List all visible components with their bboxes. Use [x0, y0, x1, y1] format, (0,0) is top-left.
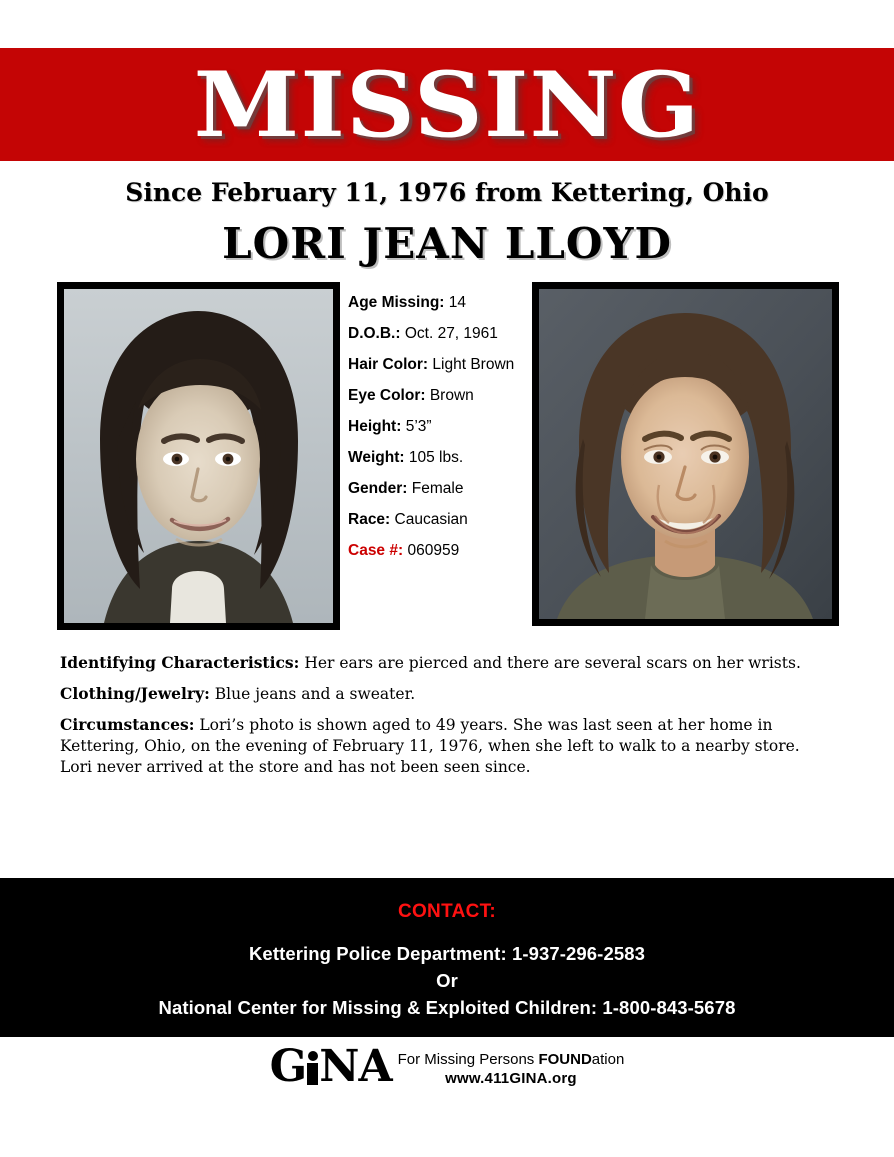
detail-value: Caucasian: [394, 510, 468, 528]
detail-label: Age Missing:: [348, 294, 445, 311]
detail-value: 14: [448, 294, 467, 311]
tagline-post: ation: [591, 1051, 625, 1068]
clothing-jewelry-text: Blue jeans and a sweater.: [214, 685, 416, 704]
circumstances-label: Circumstances:: [60, 715, 195, 735]
person-figure-head: [308, 1051, 318, 1061]
detail-height: [348, 418, 526, 436]
detail-race: [348, 511, 526, 529]
detail-eye-color: [348, 387, 526, 405]
detail-label: Eye Color:: [348, 386, 426, 404]
gina-logo[interactable]: [269, 1041, 625, 1092]
detail-value: Brown: [429, 386, 474, 404]
detail-label: Case #:: [348, 541, 404, 559]
identifying-characteristics-label: Identifying Characteristics:: [60, 653, 300, 672]
detail-value: 105 lbs.: [408, 448, 464, 466]
detail-label: Hair Color:: [348, 355, 429, 373]
detail-label: Weight:: [348, 448, 405, 466]
person-figure-icon: [307, 1051, 318, 1085]
gina-wordmark: [269, 1041, 392, 1092]
detail-value: Oct. 27, 1961: [404, 324, 498, 342]
top-margin: [0, 0, 894, 48]
contact-or: Or: [436, 970, 458, 991]
photo-age-progressed: [532, 282, 839, 626]
detail-label: Race:: [348, 510, 391, 528]
logo-letter-a: A: [358, 1041, 392, 1092]
identifying-characteristics-text: Her ears are pierced and there are several scars on her wrists.: [304, 654, 801, 672]
detail-hair-color: [348, 356, 526, 374]
detail-value: 060959: [407, 541, 460, 559]
detail-value: Light Brown: [432, 355, 515, 373]
contact-title: CONTACT:: [397, 901, 497, 922]
footer: [0, 1041, 894, 1092]
circumstances-text: Lori’s photo is shown aged to 49 years. She was last seen at her home in Kettering, Ohio, on the evening of February 11, 1976, when she left to walk to a nearby store. Lori never arrived at the store and has not been seen since.: [60, 716, 800, 777]
gina-logo-text: [398, 1045, 625, 1087]
description-block: [0, 630, 894, 778]
tagline-pre: For Missing Persons: [397, 1051, 539, 1068]
gina-tagline: [398, 1051, 625, 1068]
detail-label: Height:: [348, 417, 402, 435]
detail-gender: [348, 480, 526, 498]
missing-banner: [0, 48, 894, 161]
identifying-characteristics: [60, 652, 836, 674]
tagline-found: FOUND: [538, 1051, 592, 1068]
missing-headline: MISSING: [193, 51, 701, 158]
detail-case-number: [348, 542, 526, 560]
detail-value: Female: [411, 479, 464, 497]
since-line: Since February 11, 1976 from Kettering, Ohio: [125, 178, 769, 207]
page-title: LORI JEAN LLOYD: [222, 219, 672, 268]
gina-url[interactable]: www.411GINA.org: [445, 1070, 577, 1088]
main-row: [0, 282, 894, 630]
detail-label: Gender:: [348, 479, 408, 497]
contact-police[interactable]: Kettering Police Department: 1-937-296-2583: [248, 943, 646, 964]
logo-letter-n: N: [319, 1041, 359, 1092]
clothing-jewelry: [60, 683, 836, 705]
detail-weight: [348, 449, 526, 467]
circumstances: [60, 714, 836, 778]
person-figure-body: [307, 1063, 318, 1085]
contact-ncmec[interactable]: National Center for Missing & Exploited Children: 1-800-843-5678: [158, 997, 736, 1018]
detail-age-missing: [348, 294, 526, 312]
clothing-jewelry-label: Clothing/Jewelry:: [60, 684, 210, 704]
details-column: [340, 282, 532, 573]
contact-block: [0, 878, 894, 1037]
detail-dob: [348, 325, 526, 343]
detail-value: 5’3”: [405, 417, 432, 435]
logo-letter-g: G: [269, 1041, 307, 1092]
photo-original-image: [64, 289, 333, 623]
photo-original: [57, 282, 340, 630]
photo-age-progressed-image: [539, 289, 832, 619]
detail-label: D.O.B.:: [348, 324, 401, 342]
